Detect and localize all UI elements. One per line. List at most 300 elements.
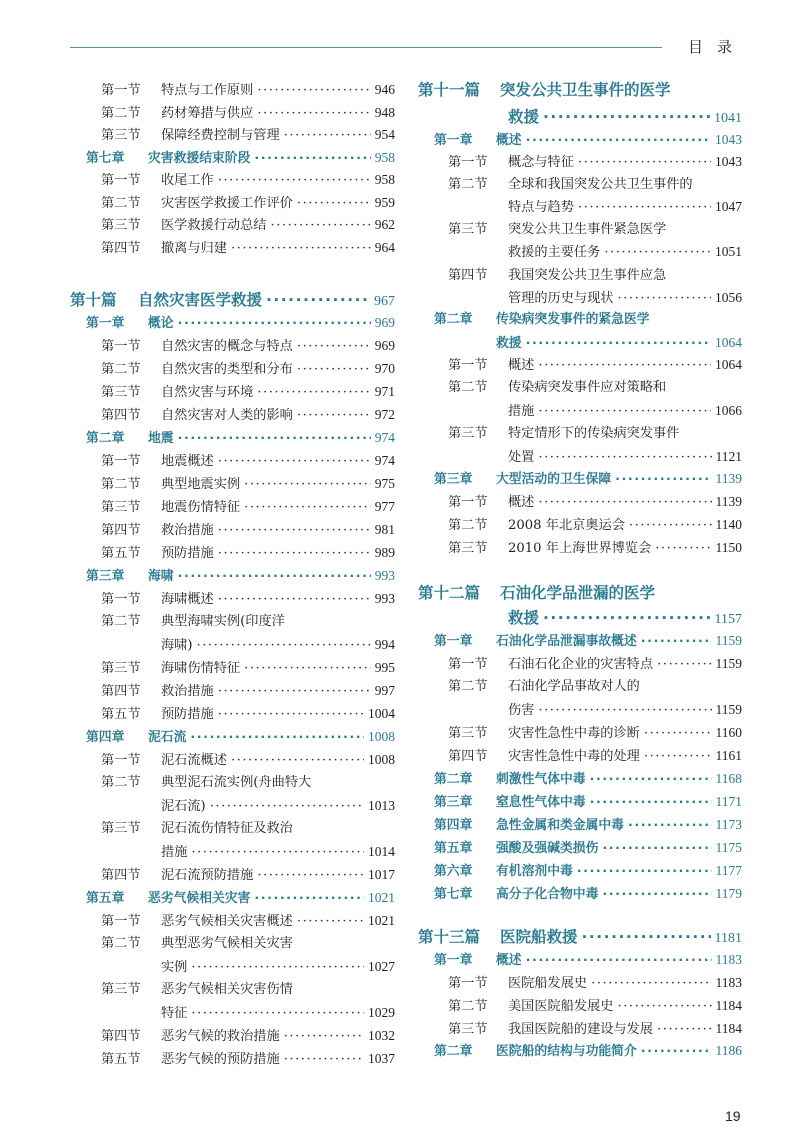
entry-page-number: 1051 [715, 244, 742, 259]
toc-section-entry[interactable] [101, 703, 395, 725]
toc-section-entry[interactable] [101, 335, 395, 357]
toc-section-entry[interactable] [448, 1018, 742, 1040]
entry-label: 第一节 [101, 914, 141, 929]
leader-dots [538, 700, 711, 722]
entry-label: 第二章 [434, 1044, 473, 1059]
entry-title: 撤离与归建 [161, 241, 227, 256]
entry-label: 第四节 [101, 684, 141, 699]
entry-title: 地震概述 [161, 454, 214, 469]
entry-label: 第五章 [434, 841, 473, 856]
entry-page-number: 1159 [715, 656, 742, 671]
entry-title-continued: 海啸) [161, 638, 193, 653]
entry-label: 第一章 [86, 316, 125, 331]
entry-page-number: 1029 [368, 1005, 395, 1020]
entry-page-number: 1121 [715, 449, 742, 464]
leader-dots [657, 654, 711, 676]
leader-dots [284, 1049, 364, 1071]
toc-entry-continuation[interactable] [508, 699, 742, 721]
entry-title[interactable]: 典型恶劣气候相关灾害 [161, 936, 293, 951]
entry-title: 恶劣气候相关灾害概述 [161, 914, 293, 929]
entry-label: 第一节 [448, 155, 488, 170]
entry-label: 第三节 [101, 128, 141, 143]
entry-title: 自然灾害医学救援 [138, 291, 263, 309]
entry-page-number: 974 [374, 453, 395, 468]
entry-page-number: 1139 [715, 494, 742, 509]
leader-dots [197, 635, 371, 657]
entry-title: 医院船救援 [500, 928, 578, 946]
entry-title: 有机溶剂中毒 [496, 864, 573, 879]
entry-page-number: 1161 [715, 748, 742, 763]
entry-page-number: 967 [374, 294, 395, 309]
entry-title: 石油化学品泄漏事故概述 [496, 634, 637, 649]
entry-title: 恶劣气候的预防措施 [161, 1052, 280, 1067]
entry-title: 灾害医学救援工作评价 [161, 196, 293, 211]
leader-dots [178, 428, 371, 450]
entry-page-number: 1056 [715, 290, 742, 305]
entry-page-number: 993 [374, 591, 395, 606]
entry-label: 第十篇 [70, 291, 117, 309]
entry-title: 概述 [496, 953, 522, 968]
toc-entry-continuation[interactable] [161, 1002, 395, 1024]
toc-entry-continuation[interactable] [508, 287, 742, 309]
entry-page-number: 1159 [715, 633, 742, 648]
entry-page-number: 1157 [714, 612, 742, 627]
entry-label: 第一章 [434, 634, 473, 649]
leader-dots [591, 973, 711, 995]
entry-label: 第四节 [101, 868, 141, 883]
toc-section-entry[interactable] [448, 537, 742, 559]
leader-dots [297, 193, 371, 215]
leader-dots [582, 926, 711, 948]
entry-title: 概述 [508, 358, 535, 373]
entry-title: 急性金属和类金属中毒 [496, 818, 624, 833]
entry-title-continued: 处置 [508, 450, 535, 465]
entry-title: 地震 [148, 431, 174, 446]
toc-chapter-entry[interactable] [434, 883, 742, 905]
toc-section-entry[interactable] [101, 473, 395, 495]
toc-chapter-entry[interactable] [86, 565, 395, 587]
leader-dots [190, 727, 364, 749]
entry-page-number: 1066 [715, 403, 742, 418]
running-header-title: 目录 [688, 38, 747, 56]
entry-page-number: 970 [374, 361, 395, 376]
toc-section-entry[interactable] [101, 102, 395, 124]
entry-page-number: 962 [374, 217, 395, 232]
toc-section-entry[interactable] [101, 358, 395, 380]
entry-page-number: 1014 [368, 844, 395, 859]
entry-page-number: 994 [374, 637, 395, 652]
entry-title: 概述 [508, 495, 535, 510]
leader-dots [231, 750, 364, 772]
toc-entry-continuation[interactable] [161, 795, 395, 817]
entry-page-number: 1186 [715, 1043, 742, 1058]
leader-dots [297, 405, 371, 427]
leader-dots [602, 838, 711, 860]
toc-chapter-entry[interactable] [434, 837, 742, 859]
entry-title[interactable]: 石油化学品泄漏的医学 [500, 584, 656, 602]
entry-page-number: 971 [374, 384, 395, 399]
toc-section-entry[interactable] [448, 151, 742, 173]
entry-title: 自然灾害的类型和分布 [161, 362, 293, 377]
entry-page-number: 1159 [715, 702, 742, 717]
entry-title: 恶劣气候的救治措施 [161, 1029, 280, 1044]
entry-label: 第一节 [448, 358, 488, 373]
leader-dots [538, 401, 711, 423]
entry-label: 第二章 [434, 772, 473, 787]
toc-chapter-entry[interactable] [86, 427, 395, 449]
entry-label: 第四节 [101, 241, 141, 256]
entry-title: 典型地震实例 [161, 477, 241, 492]
entry-page-number: 993 [374, 568, 395, 583]
entry-page-number: 1181 [714, 931, 742, 946]
entry-label: 第四节 [101, 1029, 141, 1044]
toc-chapter-entry[interactable] [434, 768, 742, 790]
entry-page-number: 977 [374, 499, 395, 514]
toc-chapter-entry[interactable] [86, 887, 395, 909]
entry-label: 第二节 [448, 380, 488, 395]
entry-page-number: 989 [374, 545, 395, 560]
entry-title[interactable]: 典型泥石流实例(舟曲特大 [161, 775, 312, 790]
entry-page-number: 1017 [368, 867, 395, 882]
entry-page-number: 974 [374, 430, 395, 445]
entry-label: 第三章 [434, 472, 473, 487]
toc-section-entry[interactable] [448, 354, 742, 376]
toc-entry-continuation[interactable] [161, 841, 395, 863]
entry-title: 泥石流预防措施 [161, 868, 254, 883]
entry-title: 高分子化合物中毒 [496, 887, 599, 902]
entry-title: 窒息性气体中毒 [496, 795, 586, 810]
entry-title: 特点与工作原则 [161, 83, 254, 98]
leader-dots [657, 1019, 711, 1041]
toc-chapter-entry[interactable] [434, 630, 742, 652]
entry-page-number: 1140 [715, 517, 742, 532]
entry-title[interactable]: 石油化学品事故对人的 [508, 679, 640, 694]
entry-page-number: 1184 [715, 998, 742, 1013]
toc-chapter-entry[interactable] [434, 468, 742, 490]
toc-chapter-entry[interactable] [434, 1040, 742, 1062]
toc-section-entry[interactable] [101, 381, 395, 403]
entry-label: 第三节 [448, 222, 488, 237]
entry-title: 灾害救援结束阶段 [148, 151, 251, 166]
entry-label: 第三节 [448, 1022, 488, 1037]
entry-label: 第二章 [86, 431, 125, 446]
entry-page-number: 1150 [715, 540, 742, 555]
entry-label: 第三章 [434, 795, 473, 810]
entry-label: 第三节 [448, 426, 488, 441]
entry-page-number: 1175 [715, 840, 742, 855]
entry-title-continued: 救援 [508, 108, 540, 126]
leader-dots [602, 884, 711, 906]
leader-dots [244, 474, 371, 496]
entry-label: 第十三篇 [418, 928, 481, 946]
entry-label: 第二节 [448, 679, 488, 694]
leader-dots [244, 658, 371, 680]
entry-title: 药材筹措与供应 [161, 106, 254, 121]
entry-title: 医院船的结构与功能简介 [496, 1044, 637, 1059]
entry-label: 第一节 [101, 592, 141, 607]
entry-label: 第十一篇 [418, 81, 481, 99]
toc-entry-continuation[interactable] [161, 634, 395, 656]
entry-page-number: 1041 [714, 111, 742, 126]
entry-label: 第一节 [101, 173, 141, 188]
entry-page-number: 1043 [715, 132, 742, 147]
entry-title[interactable]: 恶劣气候相关灾害伤情 [161, 982, 293, 997]
leader-dots [526, 950, 712, 972]
entry-page-number: 1179 [715, 886, 742, 901]
entry-page-number: 969 [374, 338, 395, 353]
entry-page-number: 1021 [368, 913, 395, 928]
leader-dots [543, 607, 711, 629]
entry-page-number: 981 [374, 522, 395, 537]
entry-title[interactable]: 我国突发公共卫生事件应急 [508, 268, 667, 283]
entry-page-number: 1139 [715, 471, 742, 486]
entry-page-number: 969 [374, 315, 395, 330]
entry-title: 海啸 [148, 569, 174, 584]
leader-dots [284, 125, 371, 147]
entry-label: 第一节 [448, 657, 488, 672]
entry-label: 第三节 [101, 661, 141, 676]
entry-title-continued: 管理的历史与现状 [508, 291, 614, 306]
leader-dots [257, 865, 364, 887]
entry-label: 第十二篇 [418, 584, 481, 602]
leader-dots [644, 746, 712, 768]
entry-title: 海啸概述 [161, 592, 214, 607]
toc-section-entry[interactable] [448, 514, 742, 536]
entry-title: 概念与特征 [508, 155, 574, 170]
entry-label: 第二节 [101, 936, 141, 951]
entry-title: 救治措施 [161, 523, 214, 538]
toc-chapter-entry[interactable] [434, 129, 742, 151]
toc-entry-continuation[interactable] [508, 400, 742, 422]
leader-dots [257, 382, 370, 404]
entry-page-number: 1160 [715, 725, 742, 740]
leader-dots [257, 103, 370, 125]
entry-page-number: 958 [374, 150, 395, 165]
entry-title: 灾害性急性中毒的处理 [508, 749, 640, 764]
page-number: 19 [725, 1108, 741, 1124]
entry-label: 第二节 [448, 999, 488, 1014]
entry-title: 保障经费控制与管理 [161, 128, 280, 143]
toc-section-entry[interactable] [101, 214, 395, 236]
leader-dots [578, 152, 711, 174]
entry-title[interactable]: 全球和我国突发公共卫生事件的 [508, 177, 693, 192]
entry-label: 第一节 [448, 495, 488, 510]
toc-entry-continuation[interactable] [508, 446, 742, 468]
toc-entry-continuation[interactable] [508, 241, 742, 263]
entry-title-continued: 救援 [508, 609, 540, 627]
leader-dots [218, 704, 364, 726]
leader-dots [231, 238, 371, 260]
entry-label: 第一节 [448, 976, 488, 991]
entry-page-number: 1043 [715, 154, 742, 169]
entry-title[interactable]: 传染病突发事件应对策略和 [508, 380, 667, 395]
entry-label: 第五节 [101, 1052, 141, 1067]
entry-title[interactable]: 突发公共卫生事件紧急医学 [508, 222, 667, 237]
leader-dots [629, 515, 712, 537]
entry-label: 第二节 [448, 518, 488, 533]
toc-section-entry[interactable] [101, 588, 395, 610]
entry-title: 2010 年上海世界博览会 [508, 541, 652, 556]
entry-page-number: 1184 [715, 1021, 742, 1036]
entry-page-number: 1168 [715, 771, 742, 786]
toc-section-entry[interactable] [101, 79, 395, 101]
entry-label: 第三节 [101, 218, 141, 233]
entry-title: 泥石流 [148, 730, 187, 745]
entry-title: 我国医院船的建设与发展 [508, 1022, 654, 1037]
entry-label: 第四节 [101, 523, 141, 538]
entry-page-number: 1183 [715, 975, 742, 990]
toc-chapter-entry[interactable] [434, 949, 742, 971]
entry-title: 救治措施 [161, 684, 214, 699]
toc-section-entry[interactable] [101, 450, 395, 472]
entry-label: 第二节 [448, 177, 488, 192]
entry-title[interactable]: 特定情形下的传染病突发事件 [508, 426, 680, 441]
leader-dots [244, 497, 371, 519]
header-rule [70, 47, 662, 48]
toc-chapter-entry[interactable] [86, 726, 395, 748]
toc-chapter-entry[interactable] [434, 791, 742, 813]
entry-page-number: 1064 [715, 357, 742, 372]
toc-section-entry[interactable] [101, 496, 395, 518]
leader-dots [641, 1041, 712, 1063]
leader-dots [210, 796, 364, 818]
toc-chapter-entry[interactable] [86, 147, 395, 169]
entry-title: 泥石流概述 [161, 753, 227, 768]
toc-section-entry[interactable] [101, 169, 395, 191]
entry-title[interactable]: 典型海啸实例(印度洋 [161, 614, 285, 629]
entry-label: 第三节 [101, 385, 141, 400]
leader-dots [526, 130, 711, 152]
toc-part-entry[interactable] [418, 926, 742, 948]
entry-page-number: 946 [374, 82, 395, 97]
entry-label: 第二节 [101, 477, 141, 492]
leader-dots [641, 631, 712, 653]
toc-section-entry[interactable] [101, 237, 395, 259]
entry-label: 第三章 [86, 569, 125, 584]
entry-page-number: 995 [374, 660, 395, 675]
leader-dots [218, 451, 371, 473]
entry-label: 第二节 [101, 106, 141, 121]
entry-title: 医院船发展史 [508, 976, 588, 991]
entry-title-continued: 泥石流) [161, 799, 206, 814]
entry-label: 第一节 [101, 753, 141, 768]
toc-entry-continuation[interactable] [161, 956, 395, 978]
toc-section-entry[interactable] [101, 749, 395, 771]
toc-section-entry[interactable] [448, 972, 742, 994]
entry-title: 概论 [148, 316, 174, 331]
toc-section-entry[interactable] [101, 657, 395, 679]
toc-section-entry[interactable] [101, 542, 395, 564]
toc-section-entry[interactable] [448, 722, 742, 744]
entry-title: 概述 [496, 133, 522, 148]
leader-dots [266, 289, 370, 311]
toc-section-entry[interactable] [448, 653, 742, 675]
entry-label: 第三节 [101, 821, 141, 836]
toc-entry-continuation[interactable] [496, 332, 742, 354]
entry-title-continued: 特征 [161, 1006, 188, 1021]
entry-label: 第四节 [448, 749, 488, 764]
toc-section-entry[interactable] [101, 1048, 395, 1070]
entry-label: 第一章 [434, 953, 473, 968]
leader-dots [284, 1026, 364, 1048]
entry-label: 第一节 [101, 454, 141, 469]
entry-label: 第三节 [101, 500, 141, 515]
leader-dots [618, 996, 712, 1018]
entry-page-number: 964 [374, 240, 395, 255]
toc-section-entry[interactable] [101, 864, 395, 886]
entry-title-continued: 措施 [508, 404, 535, 419]
toc-entry-continuation[interactable] [508, 196, 742, 218]
entry-label: 第七章 [86, 151, 125, 166]
entry-title[interactable]: 突发公共卫生事件的医学 [500, 81, 671, 99]
entry-title-continued: 伤害 [508, 703, 535, 718]
entry-title-continued: 实例 [161, 960, 188, 975]
leader-dots [218, 543, 371, 565]
entry-page-number: 948 [374, 105, 395, 120]
entry-label: 第一节 [101, 339, 141, 354]
entry-title: 地震伤情特征 [161, 500, 241, 515]
entry-page-number: 958 [374, 172, 395, 187]
entry-title: 海啸伤情特征 [161, 661, 241, 676]
toc-section-entry[interactable] [101, 404, 395, 426]
entry-page-number: 1064 [715, 335, 742, 350]
entry-title: 自然灾害对人类的影响 [161, 408, 293, 423]
entry-label: 第二章 [434, 312, 473, 327]
toc-section-entry[interactable] [101, 192, 395, 214]
toc-section-entry[interactable] [448, 745, 742, 767]
toc-section-entry[interactable] [101, 1025, 395, 1047]
toc-section-entry[interactable] [101, 680, 395, 702]
entry-title: 收尾工作 [161, 173, 214, 188]
entry-label: 第四章 [434, 818, 473, 833]
leader-dots [218, 589, 371, 611]
entry-title: 大型活动的卫生保障 [496, 472, 612, 487]
entry-title-continued: 救援的主要任务 [508, 245, 601, 260]
leader-dots [538, 492, 711, 514]
leader-dots [178, 313, 371, 335]
toc-entry-continuation[interactable] [508, 607, 742, 629]
leader-dots [615, 469, 711, 491]
entry-page-number: 1008 [368, 752, 395, 767]
entry-label: 第四节 [448, 268, 488, 283]
entry-title-continued: 特点与趋势 [508, 200, 574, 215]
entry-title: 自然灾害与环境 [161, 385, 254, 400]
toc-chapter-entry[interactable] [86, 312, 395, 334]
toc-section-entry[interactable] [101, 124, 395, 146]
toc-entry-continuation[interactable] [508, 106, 742, 128]
entry-title-continued: 措施 [161, 845, 188, 860]
toc-section-entry[interactable] [448, 995, 742, 1017]
entry-title: 刺激性气体中毒 [496, 772, 586, 787]
entry-page-number: 1177 [715, 863, 742, 878]
toc-chapter-entry[interactable] [434, 860, 742, 882]
entry-title: 预防措施 [161, 546, 214, 561]
toc-section-entry[interactable] [448, 491, 742, 513]
entry-label: 第四节 [101, 408, 141, 423]
toc-section-entry[interactable] [101, 910, 395, 932]
entry-title[interactable]: 传染病突发事件的紧急医学 [496, 312, 650, 327]
entry-title: 恶劣气候相关灾害 [148, 891, 251, 906]
entry-page-number: 1027 [368, 959, 395, 974]
leader-dots [271, 215, 371, 237]
toc-part-entry[interactable] [70, 289, 395, 311]
entry-label: 第三节 [448, 726, 488, 741]
toc-chapter-entry[interactable] [434, 814, 742, 836]
entry-page-number: 972 [374, 407, 395, 422]
toc-section-entry[interactable] [101, 519, 395, 541]
entry-title: 石油石化企业的灾害特点 [508, 657, 654, 672]
entry-title[interactable]: 泥石流伤情特征及救治 [161, 821, 293, 836]
